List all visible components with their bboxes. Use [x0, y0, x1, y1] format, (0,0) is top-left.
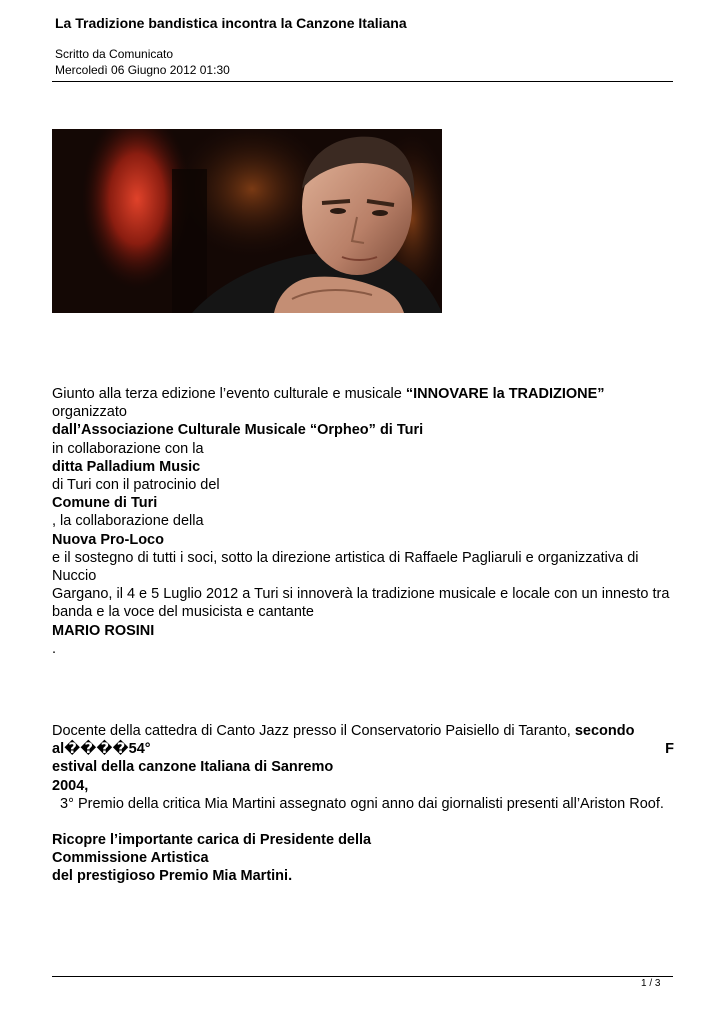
paragraph: organizzato — [52, 404, 127, 421]
paragraph: MARIO ROSINI — [52, 622, 155, 639]
date-line: Mercoledì 06 Giugno 2012 01:30 — [55, 63, 230, 77]
paragraph: 3° Premio della critica Mia Martini assegnato ogni anno dai giornalisti presenti all’Ariston Roof. — [52, 795, 664, 812]
spacer — [52, 813, 674, 831]
paragraph: estival della canzone Italiana di Sanremo — [52, 759, 334, 776]
page-title: La Tradizione bandistica incontra la Canzone Italiana — [55, 15, 407, 31]
paragraph: in collaborazione con la — [52, 440, 204, 457]
paragraph: Comune di Turi — [52, 495, 158, 512]
paragraph: ditta Palladium Music — [52, 458, 201, 475]
paragraph: Nuova Pro-Loco — [52, 531, 164, 548]
paragraph: dall’Associazione Culturale Musicale “Orpheo” di Turi — [52, 422, 424, 439]
header-divider — [52, 81, 673, 82]
paragraph: Commissione Artistica — [52, 850, 209, 867]
footer-divider — [52, 976, 673, 977]
page-number: 1 / 3 — [641, 978, 661, 989]
paragraph: Ricopre l’importante carica di Presidente della — [52, 832, 372, 849]
paragraph: del prestigioso Premio Mia Martini. — [52, 868, 293, 885]
author-line: Scritto da Comunicato — [55, 47, 174, 61]
paragraph: al����54° F — [52, 741, 674, 758]
spacer — [52, 658, 674, 722]
article-body — [52, 385, 674, 886]
paragraph: , la collaborazione della — [52, 513, 204, 530]
paragraph: Giunto alla terza edizione l’evento culturale e musicale “INNOVARE la TRADIZIONE” — [52, 386, 605, 402]
article-photo — [52, 129, 442, 313]
paragraph: di Turi con il patrocinio del — [52, 477, 220, 494]
paragraph: e il sostegno di tutti i soci, sotto la direzione artistica di Raffaele Pagliaruli e organizzativa di Nuccio — [52, 549, 639, 585]
paragraph: 2004, — [52, 777, 89, 794]
paragraph: Gargano, il 4 e 5 Luglio 2012 a Turi si innoverà la tradizione musicale e locale con un innesto tra banda e la voce del musicista e cantante — [52, 586, 670, 621]
paragraph: . — [52, 640, 57, 657]
article-meta — [55, 46, 230, 78]
paragraph: Docente della cattedra di Canto Jazz presso il Conservatorio Paisiello di Taranto, secondo — [52, 723, 635, 740]
